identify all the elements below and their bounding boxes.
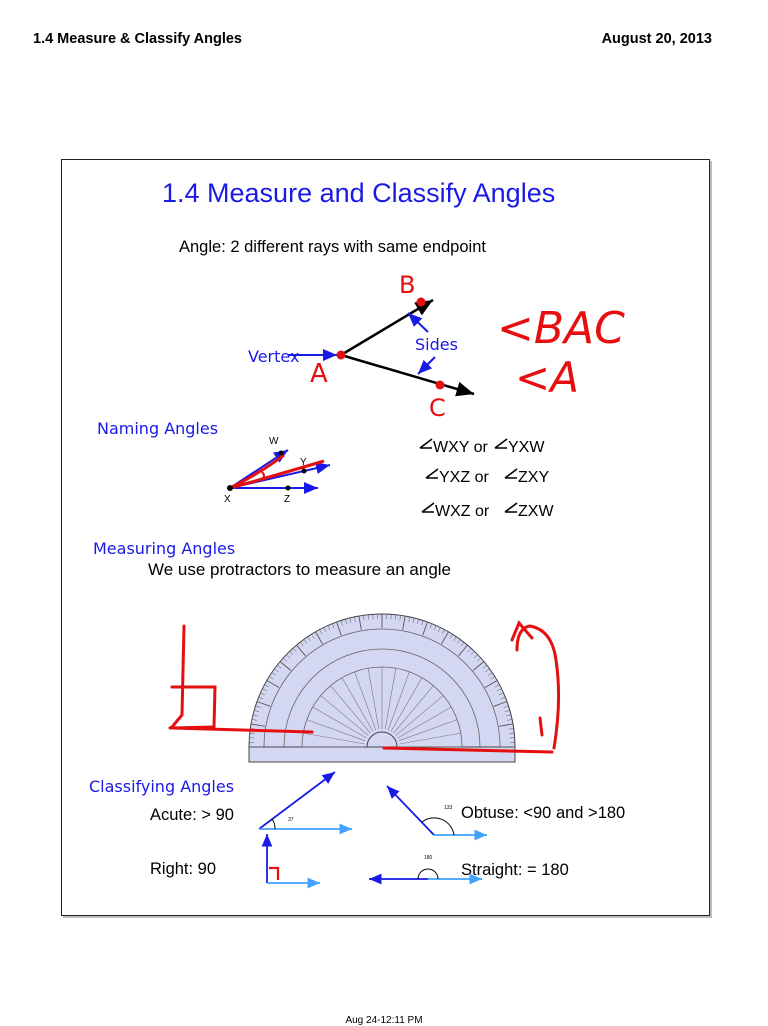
angle-symbol (422, 503, 434, 512)
red-ray-xy (230, 461, 324, 488)
angle-symbol (420, 439, 432, 448)
point-x-dot (227, 485, 233, 491)
angle-bac-diagram (248, 271, 625, 422)
point-z-dot (286, 486, 291, 491)
angle-symbol (505, 469, 517, 478)
red-tick (540, 718, 542, 735)
acute-degree-label: 37 (288, 817, 294, 823)
page-header-date: August 20, 2013 (602, 31, 712, 47)
page-header-title: 1.4 Measure & Classify Angles (33, 31, 242, 47)
point-z-label: Z (284, 494, 290, 505)
footer-timestamp: Aug 24-12:11 PM (0, 1015, 768, 1026)
point-c-dot (436, 381, 445, 390)
point-b-dot (417, 298, 426, 307)
point-a-dot (337, 351, 346, 360)
angle-name: WXZ or (435, 503, 490, 520)
angle-name: ZXW (518, 503, 554, 520)
ray-ac (341, 355, 474, 394)
angle-symbol (495, 439, 507, 448)
angle-name: YXW (508, 439, 545, 456)
angle-name-list (420, 439, 554, 520)
vertex-label: Vertex (248, 347, 299, 366)
straight-label: Straight: = 180 (461, 861, 569, 879)
point-y-dot (302, 469, 307, 474)
acute-label: Acute: > 90 (150, 806, 234, 824)
right-label: Right: 90 (150, 860, 216, 878)
obtuse-ray (387, 786, 434, 835)
measuring-angles-heading: Measuring Angles (93, 539, 235, 558)
handwritten-bac: <BAC (497, 303, 625, 354)
obtuse-degree-label: 133 (444, 805, 453, 811)
right-angle-marker (269, 868, 278, 880)
angle-definition: Angle: 2 different rays with same endpoint (179, 238, 486, 257)
point-w-label: W (269, 436, 279, 447)
straight-arc (418, 869, 438, 879)
red-arc-arrow (517, 626, 559, 748)
angle-name: WXY or (433, 439, 489, 456)
acute-ray (259, 772, 335, 829)
classifying-angles-heading: Classifying Angles (89, 777, 234, 796)
naming-angles-heading: Naming Angles (97, 419, 218, 438)
handwritten-a: <A (515, 353, 579, 402)
notebook-slide (61, 159, 710, 916)
slide-drawing (62, 160, 709, 915)
acute-arc (272, 819, 275, 829)
point-b-label: B (399, 271, 415, 299)
point-x-label: X (224, 494, 231, 505)
angle-symbol (505, 503, 517, 512)
obtuse-label: Obtuse: <90 and >180 (461, 804, 625, 822)
point-w-dot (279, 451, 284, 456)
angle-symbol (426, 469, 438, 478)
point-y-label: Y (300, 457, 307, 468)
naming-angles-diagram (97, 419, 330, 505)
protractor-image (249, 614, 515, 762)
angle-name: YXZ or (439, 469, 489, 486)
sides-label: Sides (415, 335, 458, 354)
right-angle-figure (267, 834, 320, 883)
red-angle-mark (262, 472, 264, 480)
acute-angle-figure (259, 772, 352, 829)
point-a-label: A (310, 359, 328, 389)
straight-degree-label: 180 (424, 855, 433, 861)
slide-title: 1.4 Measure and Classify Angles (162, 178, 555, 209)
point-c-label: C (429, 394, 446, 422)
red-vertical-line (170, 626, 184, 728)
red-right-angle-box (172, 687, 215, 728)
side-pointer-arrow-down (418, 357, 435, 374)
measuring-angles-text: We use protractors to measure an angle (148, 560, 451, 579)
angle-name: ZXY (518, 469, 549, 486)
side-pointer-arrow-up (408, 313, 428, 332)
